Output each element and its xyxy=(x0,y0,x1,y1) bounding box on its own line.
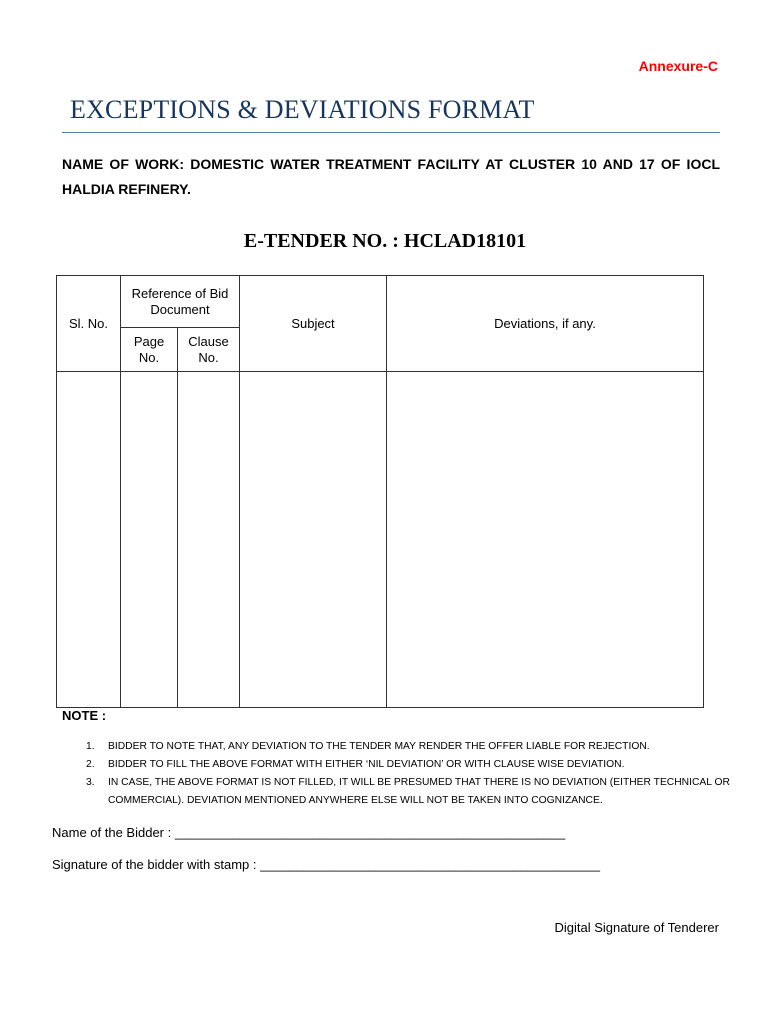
bidder-name-field xyxy=(52,825,565,840)
note-text: IN CASE, THE ABOVE FORMAT IS NOT FILLED, IT WILL BE PRESUMED THAT THERE IS NO DEVIATION (EITHER TECHNICAL OR COMMERCIAL). DEVIATION MENTIONED ANYWHERE ELSE WILL NOT BE TAKEN INTO COGNIZANCE. xyxy=(108,777,730,806)
note-item xyxy=(80,738,740,756)
annexure-label: Annexure-C xyxy=(638,58,718,74)
header-page-no-text: Page No. xyxy=(133,333,165,365)
header-deviations: Deviations, if any. xyxy=(387,276,704,372)
note-number: 3. xyxy=(86,777,95,788)
header-subject: Subject xyxy=(240,276,387,372)
header-clause-no-text: Clause No. xyxy=(188,333,229,365)
note-number: 1. xyxy=(86,741,95,752)
cell-deviations[interactable] xyxy=(387,372,704,708)
header-page-no xyxy=(121,328,178,372)
note-label: NOTE : xyxy=(62,708,107,723)
note-item xyxy=(80,774,740,810)
header-sl-no: Sl. No. xyxy=(57,276,121,372)
bidder-name-label: Name of the Bidder : xyxy=(52,825,175,840)
page-title: EXCEPTIONS & DEVIATIONS FORMAT xyxy=(70,95,535,124)
cell-clause-no[interactable] xyxy=(178,372,240,708)
bidder-signature-label: Signature of the bidder with stamp : xyxy=(52,857,261,872)
header-reference-text: Reference of Bid Document xyxy=(131,285,229,317)
table-row xyxy=(57,372,704,708)
note-text: BIDDER TO NOTE THAT, ANY DEVIATION TO THE TENDER MAY RENDER THE OFFER LIABLE FOR REJECTION. xyxy=(108,741,650,752)
header-clause-no xyxy=(178,328,240,372)
bidder-name-blank[interactable]: ______________________________________________________ xyxy=(174,825,566,840)
title-divider xyxy=(62,132,720,133)
tender-number: E-TENDER NO. : HCLAD18101 xyxy=(243,230,527,252)
note-item xyxy=(80,756,740,774)
cell-subject[interactable] xyxy=(240,372,387,708)
note-number: 2. xyxy=(86,759,95,770)
cell-page-no[interactable] xyxy=(121,372,178,708)
cell-sl-no[interactable] xyxy=(57,372,121,708)
note-text: BIDDER TO FILL THE ABOVE FORMAT WITH EITHER ‘NIL DEVIATION’ OR WITH CLAUSE WISE DEVIATION. xyxy=(108,759,625,770)
header-reference xyxy=(121,276,240,328)
bidder-signature-field xyxy=(52,857,600,872)
deviations-table xyxy=(56,275,704,708)
note-list xyxy=(80,738,740,810)
name-of-work: NAME OF WORK: DOMESTIC WATER TREATMENT FACILITY AT CLUSTER 10 AND 17 OF IOCL HALDIA REFINERY. xyxy=(62,156,720,197)
bidder-signature-blank[interactable]: _______________________________________________ xyxy=(260,857,600,872)
digital-signature-label: Digital Signature of Tenderer xyxy=(554,920,719,935)
